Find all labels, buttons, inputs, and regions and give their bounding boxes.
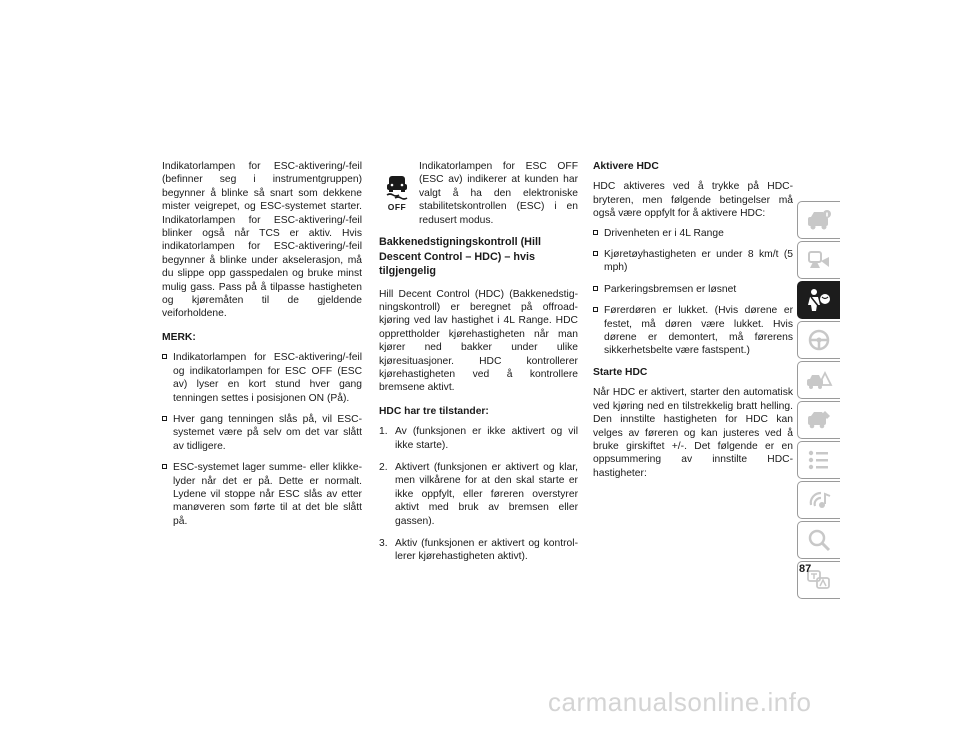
activate-intro-paragraph: HDC aktiveres ved å trykke på HDC-bryteren, men følgende betingelser må også være oppfylt for å aktivere HDC:	[593, 181, 793, 220]
note-list	[162, 351, 362, 528]
car-warning-icon	[805, 367, 833, 393]
start-paragraph: Når HDC er aktivert, starter den automatisk ved kjøring ned en tilstrekkelig bratt helling. Den innstilte hastigheten for HDC kan velges av føreren og kan justeres ved å bruke girskiftet +/-. Det følgende er en oppsummering av innstilte HDC-hastigheter:	[593, 387, 793, 479]
svg-text:OFF: OFF	[387, 202, 407, 212]
note-item: Indikatorlampen for ESC-aktivering/-feil og indikatorlampen for ESC OFF (ESC av) lyser en kort stund hver gang tenningen settes i posisjonen ON (På).	[162, 351, 362, 405]
steering-wheel-icon	[805, 327, 833, 353]
condition-item: Kjøretøyhastigheten er under 8 km/t (5 mph)	[593, 248, 793, 275]
column-left	[162, 160, 362, 536]
start-heading: Starte HDC	[593, 366, 648, 378]
note-item: ESC-systemet lager summe- eller klikkelyder når det er på. Dette er normalt. Lydene vil stoppe når ESC slås av etter manøveren som førte til at det ble slått på.	[162, 461, 362, 528]
checkbox-bullet-icon	[593, 307, 598, 312]
condition-item: Parkeringsbremsen er løsnet	[593, 283, 793, 296]
specifications-list-icon	[805, 447, 833, 473]
checkbox-bullet-icon	[593, 230, 598, 235]
activate-heading: Aktivere HDC	[593, 161, 659, 172]
page-number: 87	[799, 563, 812, 575]
condition-item: Førerdøren er lukket. (Hvis dørene er festet, må døren være lukket. Hvis dørene er demontert, må førerens sikkerhetsbelte være fastspent.)	[593, 304, 793, 358]
states-list	[379, 425, 578, 564]
esc-intro-paragraph: Indikatorlampen for ESC-aktivering/-feil (befinner seg i instrumentgruppen) begynner å blinke så snart som dekkene mister veigrepet, og ESC-systemet starter. Indikatorlampen for ESC-aktivering/-feil blinker også når TCS er aktiv. Hvis indikatorlampen for ESC-aktivering/-feil begynner å blinke under akselerasjon, må du slippe opp gasspedalen og bruke minst mulig gass. Pass på å tilpasse hastigheten og kjøremåten til de gjeldende veiforholdene.	[162, 161, 362, 320]
chapter-tabs	[797, 201, 840, 601]
state-item: 3. Aktiv (funksjonen er aktivert og kontrollerer kjørehastigheten aktivt).	[379, 538, 578, 563]
tab-driving[interactable]	[797, 321, 840, 359]
tab-service[interactable]	[797, 401, 840, 439]
column-middle	[379, 160, 578, 573]
tab-index[interactable]	[797, 521, 840, 559]
condition-item: Drivenheten er i 4L Range	[593, 227, 793, 240]
tab-multimedia[interactable]	[797, 481, 840, 519]
conditions-list	[593, 227, 793, 358]
watermark: carmanualsonline.info	[548, 687, 812, 717]
tab-dashboard-lights[interactable]	[797, 241, 840, 279]
state-item: 1. Av (funksjonen er ikke aktivert og vil ikke starte).	[379, 426, 578, 451]
tab-safety[interactable]	[797, 281, 840, 319]
tab-emergency[interactable]	[797, 361, 840, 399]
tab-car-info[interactable]	[797, 201, 840, 239]
multimedia-icon	[805, 487, 833, 513]
column-right	[593, 160, 793, 490]
esc-off-block	[379, 160, 578, 227]
car-info-icon	[805, 207, 833, 233]
dashboard-lights-icon	[805, 247, 833, 273]
states-heading: HDC har tre tilstander:	[379, 405, 489, 417]
esc-off-icon	[383, 172, 411, 214]
search-index-icon	[805, 527, 833, 553]
checkbox-bullet-icon	[593, 251, 598, 256]
state-item: 2. Aktivert (funksjonen er aktivert og klar, men vilkårene for at den skal starte er ikke oppfylt, eller føreren overstyrer aktivt med bruk av bremsen eller gassen).	[379, 462, 578, 527]
section-heading-hdc: Bakkenedstigningskontroll (Hill Descent Control – HDC) – hvis tilgjengelig	[379, 236, 541, 278]
checkbox-bullet-icon	[162, 464, 167, 469]
note-item: Hver gang tenningen slås på, vil ESC-systemet være på selv om det var slått av tidligere.	[162, 413, 362, 453]
seatbelt-airbag-icon	[805, 287, 833, 313]
note-heading: MERK:	[162, 331, 196, 343]
hdc-intro-paragraph: Hill Decent Control (HDC) (Bakkenedstigningskontroll) er beregnet på offroad-kjøring ved lav hastighet i 4L Range. HDC opprettholder kjørehastigheten når man kjører ned bakker under ulike kjøresituasjoner. HDC kontrollerer kjørehastigheten ved å kontrollere bremsene aktivt.	[379, 288, 578, 394]
esc-off-description: Indikatorlampen for ESC OFF (ESC av) indikerer at kunden har valgt å ha den elektroniske stabilitetskontrollen (ESC) i en redusert modus.	[419, 161, 578, 226]
checkbox-bullet-icon	[162, 354, 167, 359]
checkbox-bullet-icon	[162, 416, 167, 421]
checkbox-bullet-icon	[593, 286, 598, 291]
tab-specifications[interactable]	[797, 441, 840, 479]
car-service-icon	[805, 407, 833, 433]
